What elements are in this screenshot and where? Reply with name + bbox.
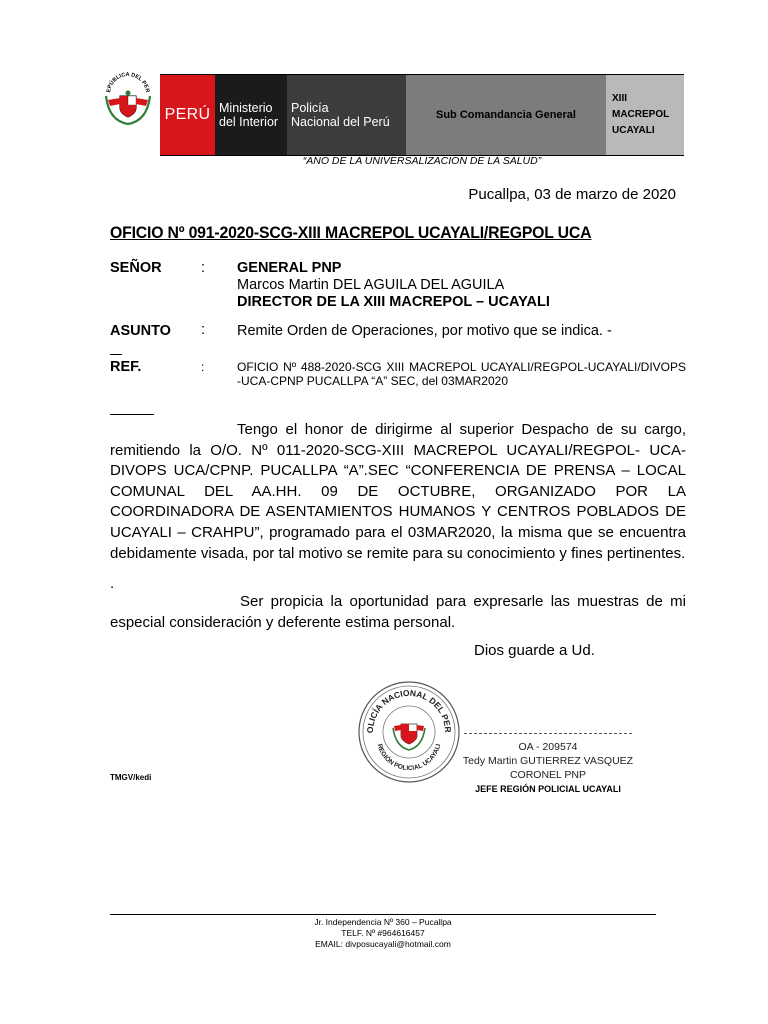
- macrepol-line-2: MACREPOL: [612, 109, 670, 120]
- footer: [110, 917, 656, 950]
- peru-block: [160, 75, 215, 155]
- macrepol-line-3: UCAYALI: [612, 125, 655, 136]
- signature-name: Tedy Martin GUTIERREZ VASQUEZ: [462, 755, 634, 767]
- oficio-title: OFICIO Nº 091-2020-SCG-XIII MACREPOL UCAYALI/REGPOL UCA: [110, 223, 592, 242]
- svg-text:REPÚBLICA DEL PERÚ: [100, 70, 150, 93]
- separator-line: [110, 414, 154, 415]
- recipient-position: DIRECTOR DE LA XIII MACREPOL – UCAYALI: [237, 294, 550, 310]
- macrepol-line-1: XIII: [612, 93, 628, 104]
- body-dot: .: [110, 575, 115, 592]
- recipient-name: Marcos Martin DEL AGUILA DEL AGUILA: [237, 277, 505, 293]
- signature-cip: OA - 209574: [518, 741, 578, 753]
- signature-rank: CORONEL PNP: [509, 769, 587, 781]
- ministerio-line-1: Ministerio: [219, 101, 273, 115]
- year-motto: “AÑO DE LA UNIVERSALIZACION DE LA SALUD”: [302, 155, 542, 167]
- recipient-label: SEÑOR: [110, 260, 162, 276]
- seal-top-text: OLICÍA NACIONAL DEL PER: [364, 687, 454, 734]
- recipient-block: [237, 260, 550, 311]
- subject-text: Remite Orden de Operaciones, por motivo que se indica. -: [237, 323, 612, 339]
- policia-line-2: Nacional del Perú: [291, 115, 390, 129]
- reference-label: REF.: [110, 359, 142, 375]
- initials: TMGV/kedi: [110, 773, 152, 782]
- body-paragraph-1: Tengo el honor de dirigirme al superior Despacho de su cargo, remitiendo la O/O. Nº 011-2020-SCG-XIII MACREPOL UCAYALI/REGPOL- UCA-DIVOPS UCA/CPNP. PUCALLPA “A”.SEC “CONFERENCIA DE PRENSA – LOCAL COMUNAL DEL AA.HH. 09 DE OCTUBRE, ORGANIZADO POR LA COORDINADORA DE ASENTAMIENTOS HUMANOS Y CENTROS POBLADOS DE UCAYALI – CRAHPU”, programado para el 03MAR2020, la misma que se encuentra debidamente visada, por tal motivo se remite para su conocimiento y fines pertinentes.: [110, 421, 686, 562]
- peru-label: PERÚ: [164, 106, 211, 123]
- signature-position: JEFE REGIÓN POLICIAL UCAYALI: [475, 784, 621, 794]
- footer-phone: TELF. Nº #964616457: [341, 928, 425, 938]
- policia-block: [287, 75, 406, 155]
- subject-colon: :: [201, 322, 206, 338]
- signature-line: [464, 733, 632, 734]
- svg-text:REGIÓN POLICIAL UCAYALI: [376, 743, 443, 772]
- footer-email: EMAIL: divposucayali@hotmail.com: [315, 939, 451, 949]
- body-paragraph-2: Ser propicia la oportunidad para expresarle las muestras de mi especial consideración y deferente estima personal.: [110, 593, 686, 631]
- signature-block: [442, 740, 654, 796]
- closing-text: Dios guarde a Ud.: [474, 642, 595, 659]
- recipient-rank: GENERAL PNP: [237, 260, 342, 276]
- sub-comandancia-block: [406, 75, 606, 155]
- reference-colon: :: [201, 360, 205, 374]
- macrepol-block: [606, 75, 684, 155]
- ministerio-block: [215, 75, 287, 155]
- footer-line: [110, 914, 656, 915]
- institutional-header: [160, 74, 684, 156]
- crest-caption: EPÚBLICA DEL PER: [106, 71, 150, 93]
- place-date: Pucallpa, 03 de marzo de 2020: [468, 186, 676, 203]
- subject-underline: [110, 354, 122, 355]
- national-crest-icon: [100, 70, 156, 128]
- sub-comandancia-label: Sub Comandancia General: [436, 109, 576, 121]
- reference-text: OFICIO Nº 488-2020-SCG XIII MACREPOL UCAYALI/REGPOL-UCAYALI/DIVOPS -UCA-CPNP PUCALLPA “A” SEC, del 03MAR2020: [237, 360, 686, 388]
- recipient-colon: :: [201, 260, 206, 276]
- policia-line-1: Policía: [291, 101, 329, 115]
- subject-label: ASUNTO: [110, 323, 171, 339]
- ministerio-line-2: del Interior: [219, 115, 279, 129]
- seal-bottom-text: REGIÓN POLICIAL UCAYALI: [375, 743, 443, 773]
- footer-address: Jr. Independencia Nº 360 – Pucallpa: [314, 917, 452, 927]
